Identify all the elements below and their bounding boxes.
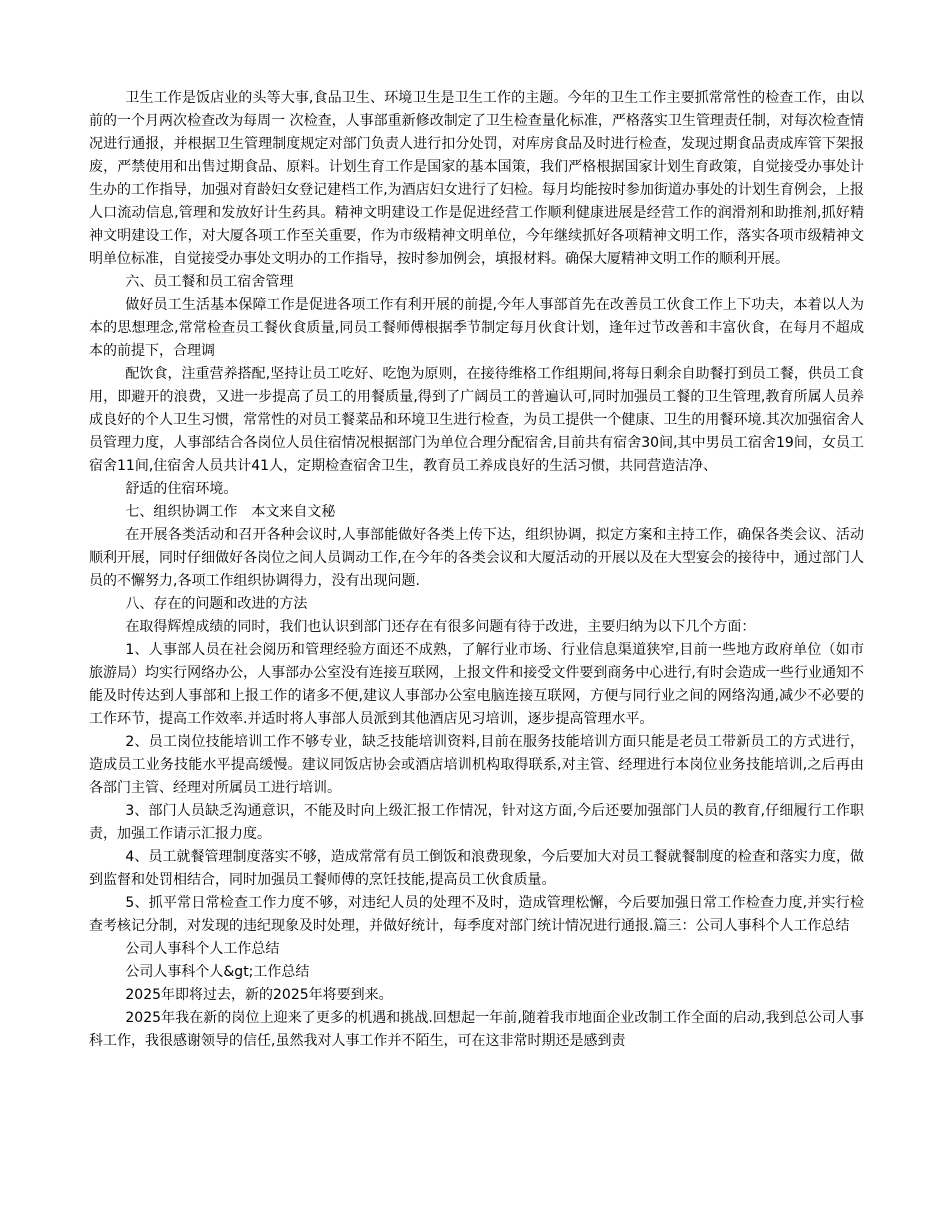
paragraph-staff-welfare: 做好员工生活基本保障工作是促进各项工作有利开展的前提,今年人事部首先在改善员工伙食工作上下功夫，本着以人为本的思想理念,常常检查员工餐伙食质量,同员工餐师傅根据季节制定每月伙食计划，逢年过节改善和丰富伙食，在每月不超成本的前提下，合理调 xyxy=(89,297,864,359)
section-heading-staff-canteen-dormitory: 六、员工餐和员工宿舍管理 xyxy=(125,274,294,290)
section-heading-summary-title: 公司人事科个人工作总结 xyxy=(125,941,280,957)
paragraph-meal-and-dormitory: 配饮食，注重营养搭配,坚持让员工吃好、吃饱为原则，在接待维格工作组期间,将每日剩余自助餐打到员工餐，供员工食用，即避开的浪费，又进一步提高了员工的用餐质量,得到了广阔员工的普遍认可,同时加强员工餐的卫生管理,教育所属人员养成良好的个人卫生习惯，常常性的对员工餐菜品和环境卫生进行检查，为员工提供一个健康、卫生的用餐环境.其次加强宿舍人员管理力度，人事部结合各岗位人员住宿情况根据部门为单位合理分配宿舍,目前共有宿舍30间,其中男员工宿舍19间，女员工宿舍11间,住宿舍人员共计41人，定期检查宿舍卫生，教育员工养成良好的生活习惯，共同营造洁净、 xyxy=(89,366,864,474)
paragraph-new-position: 2025年我在新的岗位上迎来了更多的机遇和挑战.回想起一年前,随着我市地面企业改制工作全面的启动,我到总公司人事科工作，我很感谢领导的信任,虽然我对人事工作并不陌生，可在这非常时期还是感到责 xyxy=(89,1010,864,1049)
section-heading-problems: 八、存在的问题和改进的方法 xyxy=(125,596,308,612)
paragraph-problem-1: 1、人事部人员在社会阅历和管理经验方面还不成熟，了解行业市场、行业信息渠道狭窄,目前一些地方政府单位（如市旅游局）均实行网络办公，人事部办公室没有连接互联网，上报文件和接受文件要到商务中心进行,有时会造成一些行业通知不能及时传达到人事部和上报工作的诸多不便,建议人事部办公室电脑连接互联网，方便与同行业之间的网络沟通,减少不必要的工作环节，提高工作效率.并适时将人事部人员派到其他酒店见习培训，逐步提高管理水平。 xyxy=(89,642,864,727)
paragraph-hygiene-work: 卫生工作是饭店业的头等大事,食品卫生、环境卫生是卫生工作的主题。今年的卫生工作主要抓常常性的检查工作，由以前的一个月两次检查改为每周一 次检查，人事部重新修改制定了卫生检查量化标准，严格落实卫生管理责任制，对每次检查情况进行通报，并根据卫生管理制度规定对部门负责人进行扣分处罚，对库房食品及时进行检查，发现过期食品责成库管下架报废，严禁使用和出售过期食品、原料。计划生育工作是国家的基本国策，我们严格根据国家计划生育政策，自觉接受办事处计生办的工作指导，加强对育龄妇女登记建档工作,为酒店妇女进行了妇检。每月均能按时参加街道办事处的计划生育例会，上报人口流动信息,管理和发放好计生药具。精神文明建设工作是促进经营工作顺利健康进展是经营工作的润滑剂和助推剂,抓好精神文明建设工作，对大厦各项工作至关重要，作为市级精神文明单位，今年继续抓好各项精神文明工作，落实各项市级精神文明单位标准，自觉接受办事处文明办的工作指导，按时参加例会，填报材料。确保大厦精神文明工作的顺利开展。 xyxy=(89,90,864,267)
paragraph-problem-5: 5、抓平常日常检查工作力度不够，对违纪人员的处理不及时，造成管理松懈，今后要加强日常工作检查力度,并实行检查考核记分制，对发现的违纪现象及时处理，并做好统计，每季度对部门统计情况进行通报.篇三：公司人事科个人工作总结 xyxy=(89,895,864,934)
paragraph-problem-3: 3、部门人员缺乏沟通意识，不能及时向上级汇报工作情况，针对这方面,今后还要加强部门人员的教育,仔细履行工作职责，加强工作请示汇报力度。 xyxy=(89,803,864,842)
paragraph-living-environment: 舒适的住宿环境。 xyxy=(125,481,238,497)
section-heading-coordination: 七、组织协调工作 本文来自文秘 xyxy=(125,504,336,520)
paragraph-problems-intro: 在取得辉煌成绩的同时，我们也认识到部门还存在有很多问题有待于改进，主要归纳为以下几个方面： xyxy=(125,619,756,635)
paragraph-year-transition: 2025年即将过去，新的2025年将要到来。 xyxy=(125,987,393,1003)
paragraph-problem-2: 2、员工岗位技能培训工作不够专业，缺乏技能培训资料,目前在服务技能培训方面只能是老员工带新员工的方式进行，造成员工业务技能水平提高缓慢。建议同饭店协会或酒店培训机构取得联系,对主管、经理进行本岗位业务技能培训,之后再由各部门主管、经理对所属员工进行培训。 xyxy=(89,734,864,796)
paragraph-problem-4: 4、员工就餐管理制度落实不够，造成常常有员工倒饭和浪费现象，今后要加大对员工餐就餐制度的检查和落实力度，做到监督和处罚相结合，同时加强员工餐师傅的烹饪技能,提高员工伙食质量。 xyxy=(89,849,864,888)
paragraph-coordination: 在开展各类活动和召开各种会议时,人事部能做好各类上传下达，组织协调，拟定方案和主持工作，确保各类会议、活动顺利开展，同时仔细做好各岗位之间人员调动工作,在今年的各类会议和大厦活动的开展以及在大型宴会的接待中，通过部门人员的不懈努力,各项工作组织协调得力，没有出现问题. xyxy=(89,527,864,589)
section-heading-summary-subtitle: 公司人事科个人&gt;工作总结 xyxy=(125,964,310,980)
